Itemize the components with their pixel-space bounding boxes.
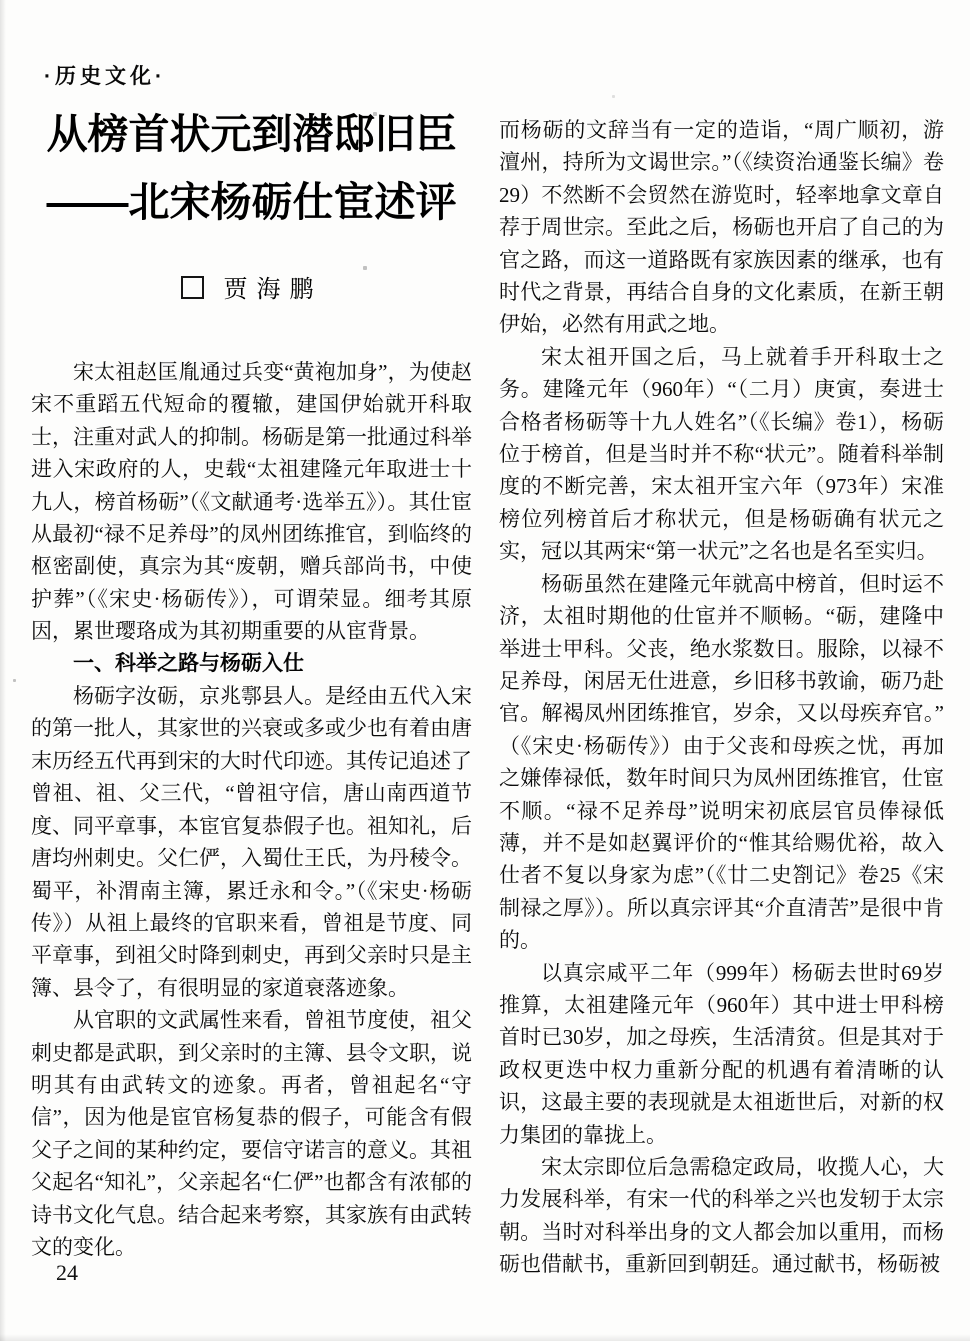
article-title [31, 100, 472, 236]
paragraph: 宋太宗即位后急需稳定政局，收揽人心，大力发展科举，有宋一代的科举之兴也发轫于太宗朝。当时对科举出身的文人都会加以重用，而杨砺也借献书，重新回到朝廷。通过献书，杨砺被 [499, 1155, 944, 1277]
right-column [499, 114, 944, 1281]
paragraph: 以真宗咸平二年（999年）杨砺去世时69岁推算，太祖建隆元年（960年）其中进士甲科榜首时已30岁，加之母疾，生活清贫。但是其对于政权更迭中权力重新分配的机遇有着清晰的认识，这最主要的表现就是太祖逝世后，对新的权力集团的靠拢上。 [499, 960, 944, 1147]
left-column [31, 356, 472, 1263]
author-name: 贾海鹏 [223, 277, 323, 303]
scan-speck [612, 95, 615, 98]
article-title-line-2: ——北宋杨砺仕宦述评 [46, 179, 457, 225]
scan-speck [363, 266, 367, 270]
open-square-icon [181, 276, 204, 299]
paragraph-intro: 宋太祖赵匡胤通过兵变“黄袍加身”，为使赵宋不重蹈五代短命的覆辙，建国伊始就开科取士，注重对武人的抑制。杨砺是第一批通过科举进入宋政府的人，史载“太祖建隆元年取进士十九人，榜首杨砺”（《文献通考·选举五》）。其仕宦从最初“禄不足养母”的凤州团练推官，到临终的枢密副使，真宗为其“废朝，赠兵部尚书，中使护葬”（《宋史·杨砺传》），可谓荣显。细考其原因，累世璎珞成为其初期重要的从宦背景。 [31, 360, 472, 644]
scan-speck [13, 679, 16, 682]
paragraph: 杨砺字汝砺，京兆鄠县人。是经由五代入宋的第一批人，其家世的兴衰或多或少也有着由唐末历经五代再到宋的大时代印迹。其传记追述了曾祖、祖、父三代，“曾祖守信，唐山南西道节度、同平章事，本宦官复恭假子也。祖知礼，后唐均州刺史。父仁俨，入蜀仕王氏，为丹稜令。蜀平，补渭南主簿，累迁永和令。”（《宋史·杨砺传》）从祖上最终的官职来看，曾祖是节度、同平章事，到祖父时降到刺史，再到父亲时只是主簿、县令了，有很明显的家道衰落迹象。 [31, 684, 472, 1000]
paragraph: 从官职的文武属性来看，曾祖节度使，祖父刺史都是武职，到父亲时的主簿、县令文职，说明其有由武转文的迹象。再者，曾祖起名“守信”，因为他是宦官杨复恭的假子，可能含有假父子之间的某种约定，要信守诺言的意义。其祖父起名“知礼”，父亲起名“仁俨”也都含有浓郁的诗书文化气息。结合起来考察，其家族有由武转文的变化。 [31, 1008, 472, 1259]
paragraph: 宋太祖开国之后，马上就着手开科取士之务。建隆元年（960年）“（二月）庚寅，奏进士合格者杨砺等十九人姓名”（《长编》卷1），杨砺位于榜首，但是当时并不称“状元”。随着科举制度的不断完善，宋太祖开宝六年（973年）宋准榜位列榜首后才称状元，但是杨砺确有状元之实，冠以其两宋“第一状元”之名也是名至实归。 [499, 344, 944, 564]
author-line [31, 274, 472, 306]
page-number: 24 [56, 1260, 78, 1285]
article-title-line-1: 从榜首状元到潜邸旧臣 [46, 111, 457, 157]
category-label: ·历史文化· [44, 65, 166, 88]
paragraph: 杨砺虽然在建隆元年就高中榜首，但时运不济，太祖时期他的仕宦并不顺畅。“砺，建隆中举进士甲科。父丧，绝水浆数日。服除，以禄不足养母，闲居无仕进意，乡旧移书敦谕，砺乃赴官。解褐凤州团练推官，岁余，又以母疾弃官。”（《宋史·杨砺传》）由于父丧和母疾之忧，再加之嫌俸禄低，数年时间只为凤州团练推官，仕宦不顺。“禄不足养母”说明宋初底层官员俸禄低薄，并不是如赵翼评价的“惟其给赐优裕，故入仕者不复以身家为虑”（《廿二史劄记》卷25《宋制禄之厚》）。所以真宗评其“介直清苦”是很中肯的。 [499, 571, 944, 953]
paragraph-continuation: 而杨砺的文辞当有一定的造诣，“周广顺初，游澶州，持所为文谒世宗。”（《续资治通鉴长编》卷29）不然断不会贸然在游览时，轻率地拿文章自荐于周世宗。至此之后，杨砺也开启了自己的为官之路，而这一道路既有家族因素的继承，也有时代之背景，再结合自身的文化素质，在新王朝伊始，必然有用武之地。 [499, 118, 944, 337]
section-heading: 一、科举之路与杨砺入仕 [73, 651, 304, 675]
